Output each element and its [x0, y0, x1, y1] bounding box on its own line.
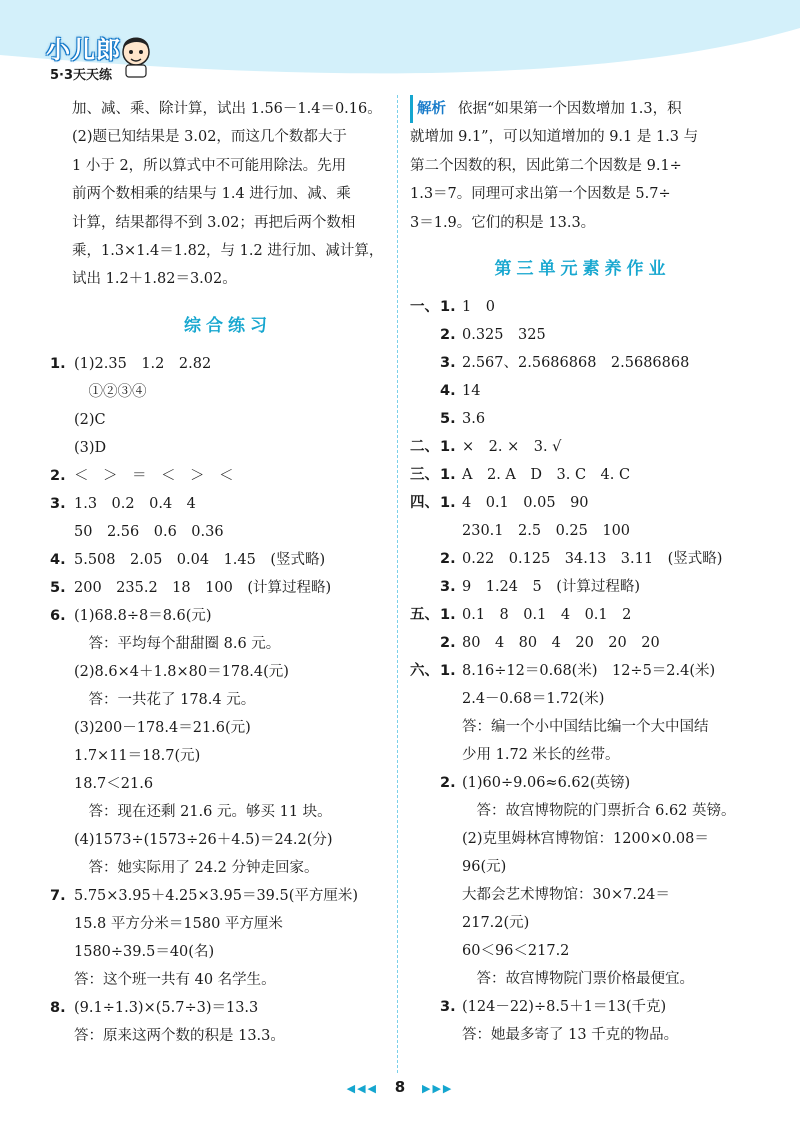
question-number: 2. [50, 467, 66, 484]
question-number: 1. [440, 299, 456, 316]
question-number: 7. [50, 887, 66, 904]
analysis-text: 依据“如果第一个因数增加 1.3，积 [458, 101, 682, 117]
section-label: 三、 [410, 467, 439, 484]
para-line: 试出 1.2＋1.82＝3.02。 [72, 271, 237, 288]
answer-text: 8.16÷12＝0.68(米) 12÷5＝2.4(米) [462, 663, 716, 680]
answer-line [50, 462, 384, 490]
answer-text: 答：原来这两个数的积是 13.3。 [74, 1027, 285, 1044]
answer-line [410, 489, 755, 517]
answer-text: 答：编一个小中国结比编一个大中国结 [462, 719, 709, 736]
para-line: 计算，结果都得不到 3.02；再把后两个数相 [72, 214, 356, 231]
para-line: 乘，1.3×1.4＝1.82，与 1.2 进行加、减计算， [72, 243, 384, 260]
left-paragraph [72, 95, 384, 294]
answer-text: 答：平均每个甜甜圈 8.6 元。 [74, 635, 281, 652]
answer-line [410, 797, 755, 825]
answer-line [72, 1022, 384, 1050]
answer-line [72, 518, 384, 546]
analysis-block [410, 95, 755, 237]
answer-text: 0.1 8 0.1 4 0.1 2 [462, 607, 632, 624]
answer-line [72, 378, 384, 406]
answer-text: 60＜96＜217.2 [462, 943, 570, 960]
left-column [50, 95, 384, 1050]
question-number: 2. [440, 635, 456, 652]
answer-text: (1)68.8÷8＝8.6(元) [74, 607, 212, 624]
answer-line [410, 937, 755, 965]
answer-line [410, 713, 755, 741]
question-number: 4. [50, 551, 66, 568]
answer-text: 3.6 [462, 411, 486, 428]
answer-line [410, 405, 755, 433]
answer-text: 200 235.2 18 100 (计算过程略) [74, 579, 332, 596]
answer-text: 96(元) [462, 859, 507, 876]
answer-line [72, 910, 384, 938]
answer-text: ①②③④ [74, 383, 147, 400]
answer-line [410, 601, 755, 629]
question-number: 3. [440, 999, 456, 1016]
answer-text: 5.75×3.95＋4.25×3.95＝39.5(平方厘米) [74, 887, 359, 904]
answer-line [410, 853, 755, 881]
answer-text: 2.4－0.68＝1.72(米) [462, 691, 605, 708]
answer-text: (124－22)÷8.5＋1＝13(千克) [462, 999, 667, 1016]
answer-line [72, 630, 384, 658]
section-label: 四、 [410, 495, 439, 512]
question-number: 2. [440, 775, 456, 792]
answer-text: ＜ ＞ ＝ ＜ ＞ ＜ [74, 467, 234, 484]
answer-line [410, 769, 755, 797]
section-label: 五、 [410, 607, 439, 624]
answer-line [410, 881, 755, 909]
answer-text: (1)2.35 1.2 2.82 [74, 355, 212, 372]
answer-line [410, 993, 755, 1021]
question-number: 3. [440, 355, 456, 372]
answer-line [72, 658, 384, 686]
answer-text: × 2. × 3. √ [462, 439, 562, 456]
answer-line [410, 685, 755, 713]
answer-line [410, 741, 755, 769]
answer-text: 1.3 0.2 0.4 4 [74, 495, 196, 512]
answer-text: 答：一共花了 178.4 元。 [74, 691, 256, 708]
answer-line [72, 742, 384, 770]
prev-arrows-icon: ◀◀◀ [346, 1082, 378, 1095]
answer-line [410, 349, 755, 377]
answer-text: 答：她最多寄了 13 千克的物品。 [462, 1027, 679, 1044]
answer-line [410, 545, 755, 573]
answer-line [410, 517, 755, 545]
question-number: 1. [440, 495, 456, 512]
question-number: 8. [50, 999, 66, 1016]
para-line: (2)题已知结果是 3.02，而这几个数都大于 [72, 129, 347, 146]
answer-text: (2)克里姆林宫博物馆：1200×0.08＝ [462, 831, 709, 848]
answer-text: (3)D [74, 439, 107, 456]
answer-text: 80 4 80 4 20 20 20 [462, 635, 660, 652]
answer-text: 答：故宫博物院的门票折合 6.62 英镑。 [462, 803, 736, 820]
answer-line [72, 938, 384, 966]
question-number: 3. [50, 495, 66, 512]
answer-line [410, 1021, 755, 1049]
answer-text: 2.567、2.5686868 2.5686868 [462, 355, 690, 372]
answer-text: (3)200－178.4＝21.6(元) [74, 719, 251, 736]
page-header [0, 0, 800, 100]
section-label: 二、 [410, 439, 439, 456]
answer-text: 50 2.56 0.6 0.36 [74, 523, 224, 540]
para-line: 加、减、乘、除计算，试出 1.56－1.4＝0.16。 [72, 101, 382, 117]
answer-line [72, 854, 384, 882]
question-number: 3. [440, 579, 456, 596]
answer-text: 18.7＜21.6 [74, 775, 154, 792]
analysis-line: 3＝1.9。它们的积是 13.3。 [410, 214, 596, 231]
right-answer-list [410, 293, 755, 1049]
question-number: 5. [50, 579, 66, 596]
answer-line [410, 293, 755, 321]
answer-text: (9.1÷1.3)×(5.7÷3)＝13.3 [74, 999, 259, 1016]
answer-line [72, 434, 384, 462]
question-number: 2. [440, 327, 456, 344]
section-title-comprehensive: 综合练习 [184, 315, 272, 336]
answer-text: 4 0.1 0.05 90 [462, 495, 589, 512]
answer-text: 答：她实际用了 24.2 分钟走回家。 [74, 859, 319, 876]
answer-line [410, 321, 755, 349]
question-number: 1. [440, 663, 456, 680]
answer-text: 1 0 [462, 299, 495, 316]
answer-line [72, 966, 384, 994]
answer-text: 217.2(元) [462, 915, 530, 932]
answer-text: 1.7×11＝18.7(元) [74, 747, 201, 764]
answer-line [50, 602, 384, 630]
brand-logo: 小儿郎 [46, 36, 121, 64]
answer-line [72, 406, 384, 434]
answer-line [410, 461, 755, 489]
answer-text: 9 1.24 5 (计算过程略) [462, 579, 641, 596]
answer-line [410, 825, 755, 853]
answer-line [410, 965, 755, 993]
mascot-icon [118, 30, 154, 78]
answer-line [410, 909, 755, 937]
section-title-unit3: 第三单元素养作业 [494, 259, 671, 280]
question-number: 4. [440, 383, 456, 400]
answer-line [410, 657, 755, 685]
analysis-line: 1.3＝7。同理可求出第一个因数是 5.7÷ [410, 186, 671, 203]
answer-text: (2)8.6×4＋1.8×80＝178.4(元) [74, 663, 289, 680]
left-answer-list [50, 350, 384, 1050]
question-number: 1. [440, 467, 456, 484]
para-line: 1 小于 2，所以算式中不可能用除法。先用 [72, 157, 347, 174]
question-number: 1. [440, 607, 456, 624]
answer-text: 答：现在还剩 21.6 元。够买 11 块。 [74, 803, 332, 820]
column-divider [397, 95, 398, 1073]
question-number: 1. [440, 439, 456, 456]
brand-series: 5·3天天练 [50, 68, 113, 83]
page-footer [0, 1072, 800, 1102]
right-column [410, 95, 755, 1049]
answer-line [50, 350, 384, 378]
answer-text: 1580÷39.5＝40(名) [74, 943, 215, 960]
answer-line [72, 686, 384, 714]
question-number: 5. [440, 411, 456, 428]
analysis-line: 第二个因数的积，因此第二个因数是 9.1÷ [410, 157, 682, 174]
next-arrows-icon: ▶▶▶ [422, 1082, 454, 1095]
question-number: 6. [50, 607, 66, 624]
analysis-line: 就增加 9.1”，可以知道增加的 9.1 是 1.3 与 [410, 129, 699, 146]
answer-line [72, 770, 384, 798]
answer-text: 15.8 平方分米＝1580 平方厘米 [74, 915, 283, 932]
answer-text: 0.22 0.125 34.13 3.11 (竖式略) [462, 551, 723, 568]
section-label: 六、 [410, 663, 439, 680]
page-number: 8 [394, 1078, 406, 1096]
para-line: 前两个数相乘的结果与 1.4 进行加、减、乘 [72, 186, 351, 203]
answer-text: 答：这个班一共有 40 名学生。 [74, 971, 276, 988]
answer-line [72, 798, 384, 826]
answer-line [50, 882, 384, 910]
answer-text: 少用 1.72 米长的丝带。 [462, 747, 620, 764]
answer-text: (4)1573÷(1573÷26＋4.5)＝24.2(分) [74, 831, 333, 848]
analysis-tag: 解析 [410, 95, 446, 123]
answer-text: 0.325 325 [462, 327, 546, 344]
answer-line [72, 826, 384, 854]
answer-line [50, 546, 384, 574]
answer-text: 230.1 2.5 0.25 100 [462, 523, 631, 540]
answer-line [50, 994, 384, 1022]
answer-line [72, 714, 384, 742]
analysis-line [410, 95, 755, 123]
answer-text: 答：故宫博物院门票价格最便宜。 [462, 971, 694, 988]
answer-line [50, 574, 384, 602]
answer-line [410, 629, 755, 657]
answer-text: (1)60÷9.06≈6.62(英镑) [462, 775, 631, 792]
question-number: 1. [50, 355, 66, 372]
answer-text: 大都会艺术博物馆：30×7.24＝ [462, 887, 670, 904]
answer-line [50, 490, 384, 518]
answer-text: 5.508 2.05 0.04 1.45 (竖式略) [74, 551, 326, 568]
answer-text: (2)C [74, 411, 106, 428]
answer-text: A 2. A D 3. C 4. C [462, 467, 631, 484]
section-label: 一、 [410, 299, 439, 316]
answer-line [410, 377, 755, 405]
answer-text: 14 [462, 383, 481, 400]
question-number: 2. [440, 551, 456, 568]
answer-line [410, 433, 755, 461]
answer-line [410, 573, 755, 601]
